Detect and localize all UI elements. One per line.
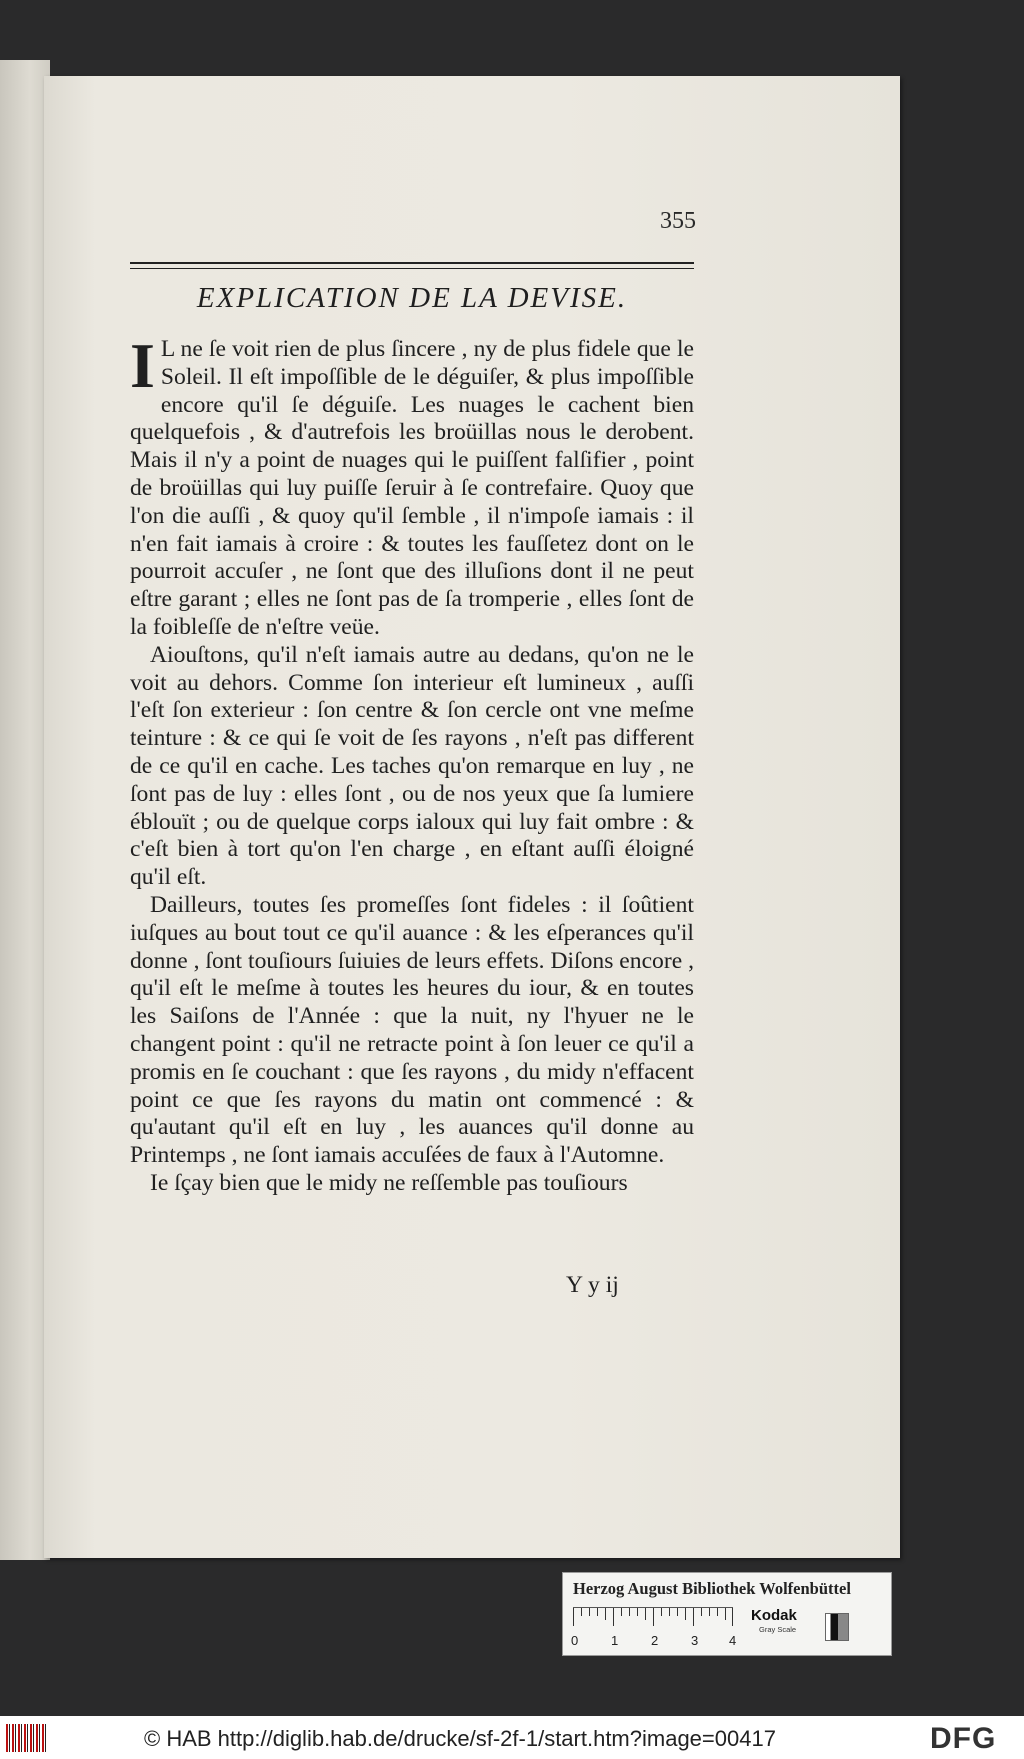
ruler-number: 3	[691, 1633, 699, 1648]
paragraph-4: Ie ſçay bien que le midy ne reſſemble pas touſiours	[150, 1169, 628, 1196]
footer-bar	[0, 1716, 1024, 1759]
paragraph-2: Aiouſtons, qu'il n'eſt iamais autre au dedans, qu'on ne le voit au dehors. Comme ſon interieur eſt lumineux , auſſi l'eſt ſon exterieur : ſon centre & ſon cercle ont vne meſme teinture : & ce qui ſe voit de ſes rayons , n'eſt pas different de ce qu'il en cache. Les taches qu'on remarque en luy , ne ſont pas de luy : elles ſont , ou de nos yeux que ſa lumiere éblouït ; ou de quelque corps ialoux qui luy fait ombre : & c'eſt bien à tort qu'on l'en charge , en eſtant auſſi éloigné qu'il eſt.	[130, 641, 694, 891]
kodak-logo: Kodak	[751, 1607, 797, 1624]
ruler-number: 0	[571, 1633, 579, 1648]
gray-scale-label: Gray Scale	[759, 1625, 797, 1634]
body-text	[130, 330, 694, 1198]
ruler-number: 1	[611, 1633, 619, 1648]
drop-cap: I	[130, 330, 155, 401]
paragraph-3: Dailleurs, toutes ſes promeſſes ſont fideles : il ſoûtient iuſques au bout tout ce qu'il auance : & les eſperances qu'il donne , ſont touſiours ſuiuies de leurs effets. Diſons encore , qu'il eſt le meſme à toutes les heures du iour, & en toutes les Saiſons de l'Année : que la nuit, ny l'hyuer ne le changent point : qu'il ne retracte point à ſon leuer ce qu'il a promis en ſe couchant : que ſes rayons , du midy n'effacent point ce que ſes rayons du matin ont commencé : & qu'autant qu'il eſt en luy , les auances qu'il donne au Printemps , ne ſont iamais accuſées de faux à l'Automne.	[130, 891, 694, 1169]
ruler-scale	[573, 1607, 733, 1630]
paragraph-1	[130, 330, 694, 642]
library-name: Herzog August Bibliothek Wolfenbüttel	[573, 1579, 851, 1598]
signature-mark: Y y ij	[566, 1272, 619, 1298]
library-label-card	[562, 1572, 892, 1656]
ruler-number: 2	[651, 1633, 659, 1648]
copyright-link[interactable]: © HAB http://diglib.hab.de/drucke/sf-2f-1/start.htm?image=00417	[144, 1726, 776, 1751]
gray-scale-patch	[825, 1613, 849, 1641]
header-rule	[130, 262, 694, 269]
previous-page-edge	[0, 60, 50, 1560]
ruler-number: 4	[729, 1633, 737, 1648]
barcode-icon	[6, 1724, 46, 1752]
page-heading: EXPLICATION DE LA DEVISE.	[196, 282, 628, 314]
page-number: 355	[660, 208, 696, 234]
paragraph-1-text: L ne ſe voit rien de plus ſincere , ny de plus fidele que le Soleil. Il eſt impoſſible de le déguiſer, & plus impoſſible encore qu'il ſe déguiſe. Les nuages le cachent bien quelquefois , & d'autrefois les broüillas nous le derobent. Mais il n'y a point de nuages qui le puiſſent falſifier , point de broüillas qui luy puiſſe ſeruir à ſe contrefaire. Quoy que l'on die auſſi , & quoy qu'il ſemble , il n'impoſe iamais : il n'en fait iamais à croire : & toutes les fauſſetez dont on le pourroit accuſer , ne ſont que des illuſions dont il ne peut eſtre garant ; elles ne ſont pas de ſa tromperie , elles ſont de la foibleſſe de n'eſtre veüe.	[130, 336, 694, 640]
dfg-logo: DFG	[930, 1722, 997, 1755]
